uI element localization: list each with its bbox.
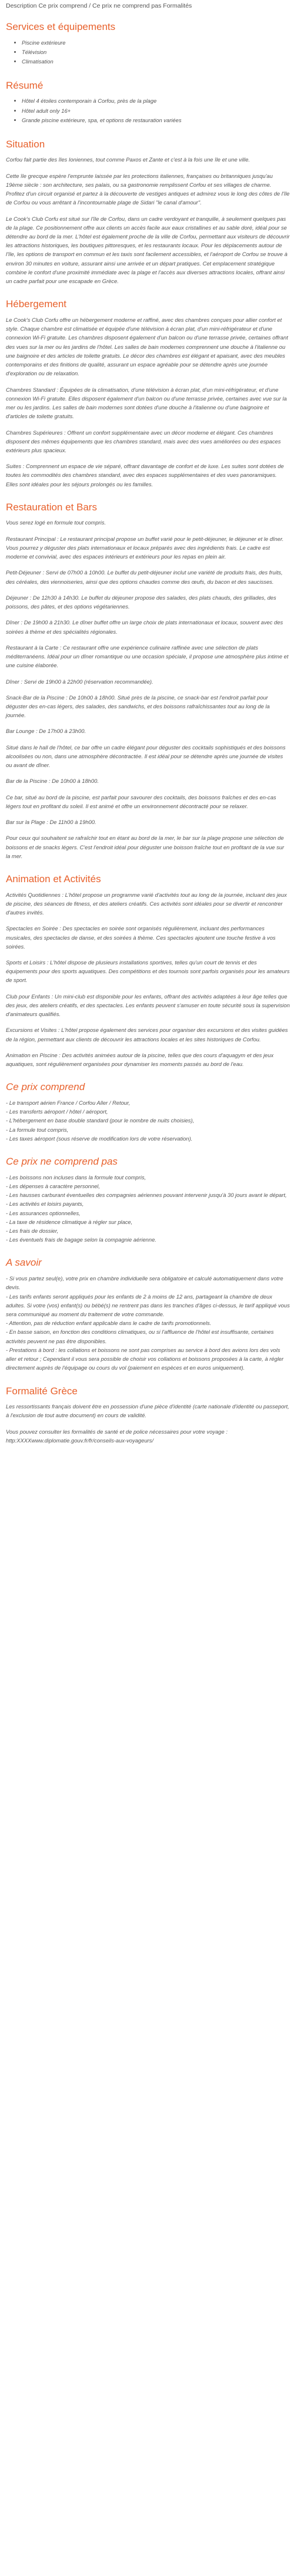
paragraph: Situé dans le hall de l'hôtel, ce bar offre un cadre élégant pour déguster des cocktails sophistiqués et des boissons alcoolisées ou non, dans une atmosphère décontractée. Il est idéal pour se détendre après une journée de visites ou avant de dîner. bbox=[6, 744, 286, 769]
paragraph: Le Cook's Club Corfu offre un hébergement moderne et raffiné, avec des chambres conçues pour allier confort et style. Chaque chambre est climatisée et équipée d'une télévision à écran plat, d'un mini-réfrigérateur et d'une connexion Wi-Fi gratuite. Les chambres disposent également d'un balcon ou d'une terrasse privée, certaines offrant des vues sur la mer ou les jardins de l'hôtel. Les salles de bain modernes comprennent une douche à l'italienne ou une baignoire et des articles de toilette gratuits. Le décor des chambres est élégant et apaisant, avec des meubles contemporains et des finitions de qualité, assurant un espace agréable pour se détendre après une journée d'exploration ou de relaxation. bbox=[6, 316, 288, 377]
paragraph: Dîner : De 19h00 à 21h30. Le dîner buffet offre un large choix de plats internationaux et locaux, souvent avec des soirées à thème et des spécialités régionales. bbox=[6, 619, 283, 635]
paragraph: Spectacles en Soirée : Des spectacles en soirée sont organisés régulièrement, incluant des performances musicales, des spectacles de danse, et des soirées à thème. Ces spectacles ajoutent une touche festive à vos soirées. bbox=[6, 925, 276, 950]
resume-list bbox=[6, 96, 290, 125]
paragraph: Dîner : Servi de 19h00 à 22h00 (réservation recommandée). bbox=[6, 678, 153, 685]
paragraph: Pour ceux qui souhaitent se rafraîchir tout en étant au bord de la mer, le bar sur la plage propose une sélection de boissons et de snacks légers. C'est l'endroit idéal pour déguster une boisson fraîche tout en profitant de la vue sur la mer. bbox=[6, 835, 285, 859]
paragraph: Club pour Enfants : Un mini-club est disponible pour les enfants, offrant des activités adaptées à leur âge telles que des jeux, des ateliers créatifs, et des spectacles. Les enfants peuvent s'amuser en toute sécurité sous la supervision d'animateurs qualifiés. bbox=[6, 993, 290, 1018]
list-item: - Les frais de dossier, bbox=[6, 1228, 59, 1235]
savoir-title: A savoir bbox=[6, 1257, 42, 1269]
list-item: - Prestations à bord : les collations et boissons ne sont pas comprises au service à bord des avions lors des vols aller et retour ; Cependant il vous sera possible de choisir vos collations et boissons proposées à la carte, à régler directement auprès de l'équipage ou cours du vol (paiement en espèces et en euros uniquement). bbox=[6, 1346, 284, 1371]
resume-section bbox=[6, 80, 290, 126]
list-item: - L'hébergement en base double standard (pour le nombre de nuits choisies), bbox=[6, 1117, 195, 1124]
paragraph: Bar Lounge : De 17h00 à 23h00. bbox=[6, 728, 86, 735]
paragraph: Chambres Supérieures : Offrent un confort supplémentaire avec un décor moderne et élégant. Ces chambres disposent des mêmes équipements que les chambres standard, mais avec des vues améliorées ou des espaces extérieurs plus spacieux. bbox=[6, 429, 281, 453]
paragraph: Suites : Comprennent un espace de vie séparé, offrant davantage de confort et de luxe. Les suites sont dotées de toutes les commodités des chambres standard, avec des espaces supplémentaires et des vues panoramiques. Elles sont idéales pour les séjours prolongés ou les familles. bbox=[6, 463, 284, 487]
paragraph: Les ressortissants français doivent être en possession d'une pièce d'identité (carte nationale d'identité ou passeport, à l'exclusion de tout autre document) en cours de validité. bbox=[6, 1403, 289, 1419]
animation-section bbox=[6, 873, 290, 1068]
paragraph: Animation en Piscine : Des activités animées autour de la piscine, telles que des cours d'aquagym et des jeux aquatiques, sont régulièrement organisées pour dynamiser les moments passés au bord de l'eau. bbox=[6, 1051, 274, 1068]
paragraph: Sports et Loisirs : L'hôtel dispose de plusieurs installations sportives, telles qu'un court de tennis et des équipements pour des sports aquatiques. Des compétitions et des tournois sont parfois organisés pour les amateurs de sport. bbox=[6, 959, 290, 984]
list-item: - Les éventuels frais de bagage selon la compagnie aérienne. bbox=[6, 1236, 156, 1243]
list-item: - Le transport aérien France / Corfou Aller / Retour, bbox=[6, 1099, 131, 1106]
list-item: • Télévision bbox=[22, 48, 290, 57]
paragraph: Bar sur la Plage : De 11h00 à 19h00. bbox=[6, 819, 96, 826]
exclus-section bbox=[6, 1156, 290, 1244]
paragraph: Chambres Standard : Équipées de la climatisation, d'une télévision à écran plat, d'un mini-réfrigérateur, et d'une connexion Wi-Fi gratuite. Elles disposent également d'un balcon ou d'une terrasse privée, certaines avec vue sur la mer ou les jardins. Les salles de bain modernes sont dotées d'une douche à l'italienne ou d'une baignoire et d'articles de toilette gratuits. bbox=[6, 386, 287, 420]
restauration-title: Restauration et Bars bbox=[6, 501, 97, 513]
paragraph: Déjeuner : De 12h30 à 14h30. Le buffet du déjeuner propose des salades, des plats chauds, des grillades, des poissons, des pâtes, et des options végétariennes. bbox=[6, 594, 276, 610]
savoir-section bbox=[6, 1257, 290, 1372]
hebergement-section bbox=[6, 298, 290, 489]
list-item: - Les tarifs enfants seront appliqués pour les enfants de 2 à moins de 12 ans, partageant la chambre de deux adultes. Si votre (vos) enfant(s) ou bébé(s) ne rentrent pas dans les tranches d'âges ci-dessus, le tarif appliqué vous sera communiqué au moment du traitement de votre commande. bbox=[6, 1293, 290, 1317]
list-item: - La formule tout compris, bbox=[6, 1126, 69, 1133]
list-item: - Si vous partez seul(e), votre prix en chambre individuelle sera obligatoire et calculé automatiquement dans votre devis. bbox=[6, 1275, 283, 1291]
services-list bbox=[6, 38, 290, 67]
inclus-title: Ce prix comprend bbox=[6, 1081, 85, 1093]
services-section bbox=[6, 21, 290, 67]
paragraph: Snack-Bar de la Piscine : De 10h00 à 18h00. Situé près de la piscine, ce snack-bar est l'endroit parfait pour déguster des en-cas légers, des salades, des sandwichs, et des boissons rafraîchissantes tout au long de la journée. bbox=[6, 694, 270, 719]
exclus-title: Ce prix ne comprend pas bbox=[6, 1156, 118, 1168]
paragraph: Activités Quotidiennes : L'hôtel propose un programme varié d'activités tout au long de la journée, incluant des jeux de piscine, des séances de fitness, et des ateliers créatifs. Ces activités sont idéales pour se divertir et rencontrer d'autres invités. bbox=[6, 891, 287, 916]
restauration-section bbox=[6, 502, 290, 860]
list-item: - Les assurances optionnelles, bbox=[6, 1209, 81, 1216]
animation-title: Animation et Activités bbox=[6, 873, 101, 885]
list-item: • Grande piscine extérieure, spa, et options de restauration variées bbox=[22, 116, 290, 125]
paragraph: Corfou fait partie des îles Ioniennes, tout comme Paxos et Zante et c'est à la fois une île et une ville. bbox=[6, 156, 250, 163]
situation-title: Situation bbox=[6, 138, 45, 150]
list-item: • Piscine extérieure bbox=[22, 38, 290, 48]
list-item: - Les transferts aéroport / hôtel / aéroport, bbox=[6, 1108, 108, 1115]
formalites-link-paragraph: Vous pouvez consulter les formalités de santé et de police nécessaires pour votre voyage : http:XXXXwww.diplomatie.gouv.fr/fr/conseils-aux-voyageurs/ bbox=[6, 1428, 228, 1444]
paragraph: Ce bar, situé au bord de la piscine, est parfait pour savourer des cocktails, des boissons fraîches et des en-cas légers tout en profitant du soleil. Il est animé et offre un environnement décontracté pour se relaxer. bbox=[6, 793, 276, 809]
list-item: - Attention, pas de réduction enfant applicable dans le cadre de tarifs promotionnels. bbox=[6, 1320, 212, 1327]
list-item: - Les activités et loisirs payants, bbox=[6, 1200, 84, 1208]
list-item: - La taxe de résidence climatique à régler sur place, bbox=[6, 1218, 133, 1225]
paragraph: Excursions et Visites : L'hôtel propose également des services pour organiser des excursions et des visites guidées de la région, permettant aux clients de découvrir les attractions locales et les sites historiques de Corfou. bbox=[6, 1027, 288, 1042]
paragraph: Restaurant à la Carte : Ce restaurant offre une expérience culinaire raffinée avec une sélection de plats méditerranéens. Idéal pour un dîner romantique ou une occasion spéciale, il propose une atmosphère plus intime et une cuisine élaborée. bbox=[6, 644, 289, 669]
list-item: • Hôtel 4 étoiles contemporain à Corfou, près de la plage bbox=[22, 96, 290, 106]
list-item: - Les dépenses à caractère personnel, bbox=[6, 1182, 100, 1189]
paragraph: Bar de la Piscine : De 10h00 à 18h00. bbox=[6, 778, 99, 785]
formalites-title: Formalité Grèce bbox=[6, 1385, 78, 1397]
paragraph: Petit-Déjeuner : Servi de 07h00 à 10h00. Le buffet du petit-déjeuner inclut une variété de produits frais, des fruits, des céréales, des viennoiseries, ainsi que des options chaudes comme des œufs, du bacon et des saucisses. bbox=[6, 569, 283, 585]
paragraph: Le Cook's Club Corfu est situé sur l'île de Corfou, dans un cadre verdoyant et tranquille, à seulement quelques pas de la plage. Ce positionnement offre aux clients un accès facile aux eaux cristallines et au sable doré, idéal pour se détendre au bord de la mer. L'hôtel est également proche de la ville de Corfou, permettant aux visiteurs de découvrir les attractions historiques, les boutiques pittoresques, et les restaurants locaux. Pour les déplacements autour de l'île, les options de transport en commun et les taxis sont facilement accessibles, et l'aéroport de Corfou se trouve à environ 30 minutes en voiture, assurant ainsi une arrivée et un départ pratiques. Cet emplacement stratégique combine le confort d'une proximité immédiate avec la plage et l'accès aux diverses attractions locales, offrant ainsi un cadre parfait pour une escapade en Grèce. bbox=[6, 215, 290, 285]
list-item: • Hôtel adult only 16+ bbox=[22, 106, 290, 116]
services-title: Services et équipements bbox=[6, 21, 116, 32]
list-item: - Les boissons non incluses dans la formule tout compris, bbox=[6, 1173, 146, 1181]
list-item: • Climatisation bbox=[22, 57, 290, 66]
situation-section bbox=[6, 139, 290, 286]
resume-title: Résumé bbox=[6, 79, 44, 91]
inclus-section bbox=[6, 1081, 290, 1143]
paragraph: Cette île grecque espère l'emprunte laissée par les protections italiennes, françaises ou britanniques jusqu'au 19ème siècle : son architecture, ses palais, ou sa gastronomie remplissent Corfou et ses villages de charme. Profitez d'un circuit organisé et partez à la découverte de vestiges antiques et admirez vous le long des côtes de l'île de Corfou ou vous arrêtant à l'incontournable plage de Sidari "le canal d'amour". bbox=[6, 172, 290, 206]
paragraph: Vous serez logé en formule tout compris. bbox=[6, 519, 106, 526]
list-item: - Les taxes aéroport (sous réserve de modification lors de votre réservation). bbox=[6, 1135, 193, 1142]
list-item: - En basse saison, en fonction des conditions climatiques, ou si l'affluence de l'hôtel est insuffisante, certaines activités peuvent ne pas être disponibles. bbox=[6, 1329, 274, 1344]
paragraph: Restaurant Principal : Le restaurant principal propose un buffet varié pour le petit-déjeuner, le déjeuner et le dîner. Vous pourrez y déguster des plats internationaux et locaux préparés avec des ingrédients frais. Le cadre est moderne et convivial, avec des espaces intérieurs et extérieurs pour les repas en plein air. bbox=[6, 535, 284, 560]
formalites-section bbox=[6, 1385, 290, 1445]
tab-links-line: Description Ce prix comprend / Ce prix ne comprend pas Formalités bbox=[6, 2, 192, 9]
list-item: - Les hausses carburant éventuelles des compagnies aériennes pouvant intervenir jusqu'à 30 jours avant le départ, bbox=[6, 1192, 287, 1199]
hebergement-title: Hébergement bbox=[6, 298, 67, 310]
